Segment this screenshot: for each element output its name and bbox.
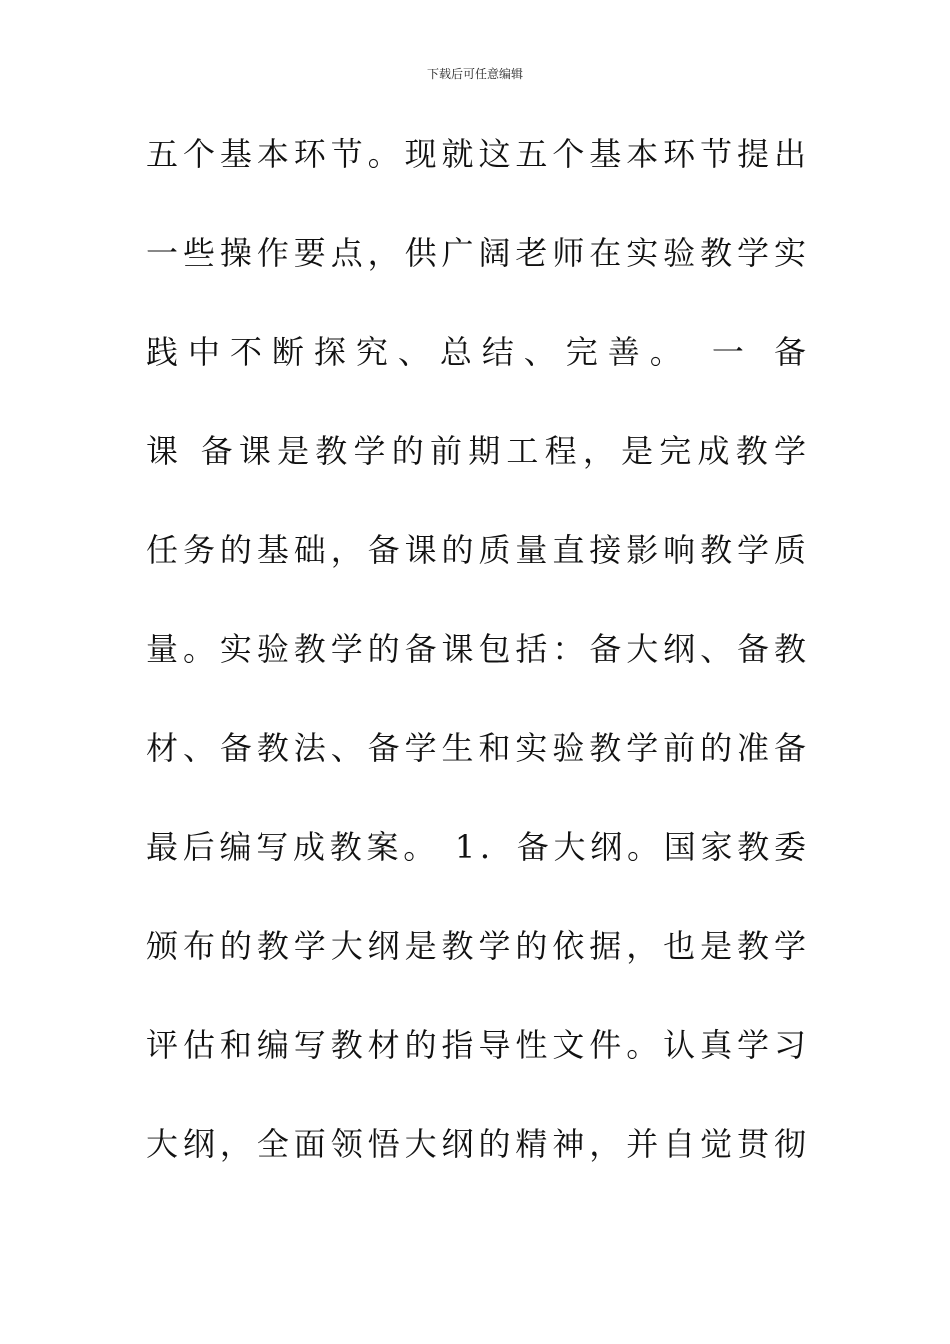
text-line: 一些操作要点，供广阔老师在实验教学实 (146, 234, 806, 272)
text-line: 五个基本环节。现就这五个基本环节提出 (146, 135, 806, 173)
text-line: 践中不断探究、总结、完善。 一 备 (146, 333, 806, 371)
text-line: 颁布的教学大纲是教学的依据，也是教学 (146, 927, 806, 965)
text-line: 课 备课是教学的前期工程，是完成教学 (146, 432, 806, 470)
text-line: 任务的基础，备课的质量直接影响教学质 (146, 531, 806, 569)
page-header: 下载后可任意编辑 (426, 67, 523, 81)
text-line: 评估和编写教材的指导性文件。认真学习 (146, 1026, 806, 1064)
text-line: 材、备教法、备学生和实验教学前的准备 (146, 729, 806, 767)
body-text (146, 126, 806, 1215)
text-line: 量。实验教学的备课包括：备大纲、备教 (146, 630, 806, 668)
text-line: 最后编写成教案。 1．备大纲。国家教委 (146, 828, 806, 866)
text-line: 大纲，全面领悟大纲的精神，并自觉贯彻 (146, 1125, 806, 1163)
